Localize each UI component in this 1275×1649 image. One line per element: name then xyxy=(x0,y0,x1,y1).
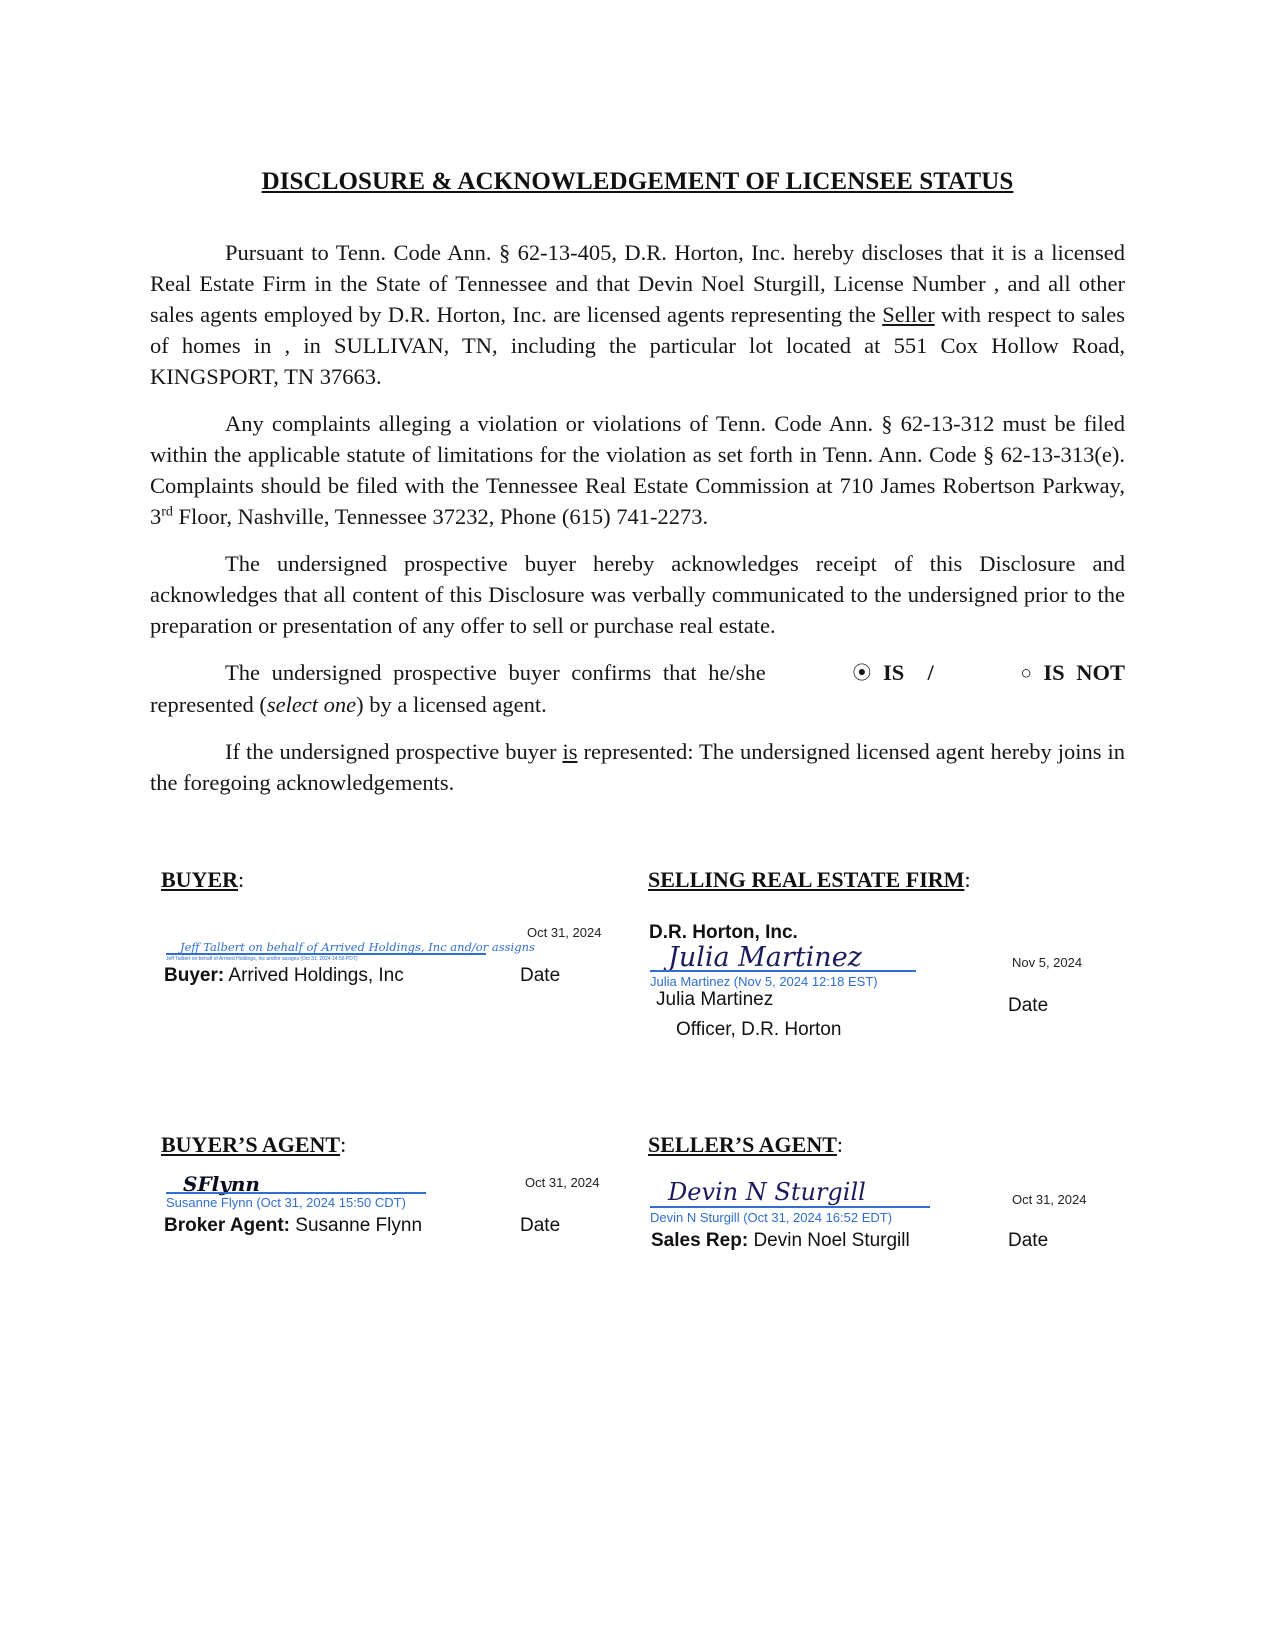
sales-rep-name: Devin Noel Sturgill xyxy=(753,1230,910,1251)
buyer-name: Arrived Holdings, Inc xyxy=(228,965,404,986)
para2-end: Floor, Nashville, Tennessee 37232, Phone (615) 741-2273. xyxy=(172,504,709,529)
sellers-agent-signature-line xyxy=(650,1206,930,1208)
para1-text: Pursuant to Tenn. Code Ann. § 62-13-405, D.R. Horton, Inc. hereby discloses that it is a licensed Real Estate Firm in the State of Tennessee and that Devin Noel Sturgill, License Number , and all other sales agents employed by D.R. Horton, Inc. are licensed agents representing the xyxy=(150,240,1125,327)
seller-firm-date-label: Date xyxy=(1008,995,1049,1016)
buyers-agent-signature[interactable]: SFlynn xyxy=(183,1172,260,1196)
buyers-agent-heading: BUYER’S AGENT: xyxy=(161,1132,347,1157)
buyers-agent-date-label: Date xyxy=(520,1215,561,1236)
sellers-agent-sign-note: Devin N Sturgill (Oct 31, 2024 16:52 EDT) xyxy=(650,1210,893,1225)
document-title: DISCLOSURE & ACKNOWLEDGEMENT OF LICENSEE STATUS xyxy=(261,168,1014,195)
buyers-agent-signed-date: Oct 31, 2024 xyxy=(525,1175,600,1190)
paragraph-representation: The undersigned prospective buyer confirms that he/she ⦿ IS / ○ IS NOT represented (select one) by a licensed agent. xyxy=(150,660,1126,717)
paragraph-disclosure xyxy=(150,237,1125,392)
seller-firm-name: D.R. Horton, Inc. xyxy=(649,922,798,943)
option-separator: / xyxy=(927,660,934,685)
seller-firm-signature-line xyxy=(650,970,916,972)
para1-end: with respect to sales of homes in , in SULLIVAN, TN, including the particular lot located at 551 Cox Hollow Road, KINGSPORT, TN 37663. xyxy=(150,302,1126,389)
broker-agent-label: Broker Agent: xyxy=(164,1215,290,1236)
radio-is-selected[interactable]: ⦿ xyxy=(852,663,872,684)
select-one-italic: select one xyxy=(266,692,357,717)
buyer-signed-date: Oct 31, 2024 xyxy=(527,925,602,940)
sellers-agent-heading-label: SELLER’S AGENT xyxy=(648,1132,837,1157)
buyer-heading-label: BUYER xyxy=(161,867,239,892)
document-body xyxy=(150,237,1125,814)
buyers-agent-heading-label: BUYER’S AGENT xyxy=(161,1132,341,1157)
option-is-not: IS NOT xyxy=(1043,660,1126,685)
seller-underlined: Seller xyxy=(882,302,935,327)
buyer-date-label: Date xyxy=(520,965,561,986)
para5-end: represented: The undersigned licensed agent hereby joins in the foregoing acknowledgements. xyxy=(150,739,1126,795)
seller-firm-heading-label: SELLING REAL ESTATE FIRM xyxy=(648,867,965,892)
broker-agent-name: Susanne Flynn xyxy=(295,1215,423,1236)
sellers-agent-signature[interactable]: Devin N Sturgill xyxy=(668,1178,866,1206)
para4-text: The undersigned prospective buyer confirms that he/she xyxy=(225,660,766,685)
seller-firm-signed-date: Nov 5, 2024 xyxy=(1012,955,1083,970)
para4-represented: represented xyxy=(150,692,254,717)
sellers-agent-heading: SELLER’S AGENT: xyxy=(648,1132,844,1157)
paragraph-complaints xyxy=(150,408,1125,532)
para4-end: by a licensed agent. xyxy=(369,692,547,717)
is-underlined: is xyxy=(562,739,578,764)
para2-text: Any complaints alleging a violation or violations of Tenn. Code Ann. § 62-13-312 must be filed within the applicable statute of limitations for the violation as set forth in Tenn. Ann. Code § 62-13-313(e). Complaints should be filed with the Tennessee Real Estate Commission at 710 James Robertson Parkway, 3 xyxy=(150,411,1125,529)
sellers-agent-date-label: Date xyxy=(1008,1230,1049,1251)
para5-text: If the undersigned prospective buyer xyxy=(225,739,557,764)
buyer-label: Buyer: xyxy=(164,965,225,986)
option-is: IS xyxy=(882,660,905,685)
buyer-sign-note: Jeff Talbert on behalf of Arrived Holdings, Inc and/or assigns (Oct 31, 2024 14:56 PDT) xyxy=(166,956,358,962)
seller-firm-sign-note: Julia Martinez (Nov 5, 2024 12:18 EST) xyxy=(650,974,878,989)
seller-firm-signature[interactable]: Julia Martinez xyxy=(668,942,862,973)
buyers-agent-name-field xyxy=(164,1215,422,1237)
seller-firm-signer-title: Officer, D.R. Horton xyxy=(676,1019,842,1040)
buyer-heading: BUYER: xyxy=(161,867,245,892)
sellers-agent-signed-date: Oct 31, 2024 xyxy=(1012,1192,1087,1207)
sellers-agent-name-field xyxy=(651,1230,910,1252)
buyer-signature-line xyxy=(166,953,486,955)
paragraph-acknowledgement: The undersigned prospective buyer hereby acknowledges receipt of this Disclosure and acknowledges that all content of this Disclosure was verbally communicated to the undersigned prior to the preparation or presentation of any offer to sell or purchase real estate. xyxy=(150,551,1125,638)
buyer-name-field xyxy=(164,965,404,987)
buyers-agent-signature-line xyxy=(166,1192,426,1194)
ordinal-sup: rd xyxy=(161,504,173,520)
sales-rep-label: Sales Rep: xyxy=(651,1230,749,1251)
seller-firm-signer-name: Julia Martinez xyxy=(656,989,774,1010)
radio-is-not[interactable]: ○ xyxy=(1020,663,1032,684)
paragraph-agent-joins xyxy=(150,736,1125,798)
buyers-agent-sign-note: Susanne Flynn (Oct 31, 2024 15:50 CDT) xyxy=(166,1195,406,1210)
buyer-signature[interactable]: Jeff Talbert on behalf of Arrived Holdings, Inc and/or assigns xyxy=(180,940,535,954)
seller-firm-heading: SELLING REAL ESTATE FIRM: xyxy=(648,867,971,892)
